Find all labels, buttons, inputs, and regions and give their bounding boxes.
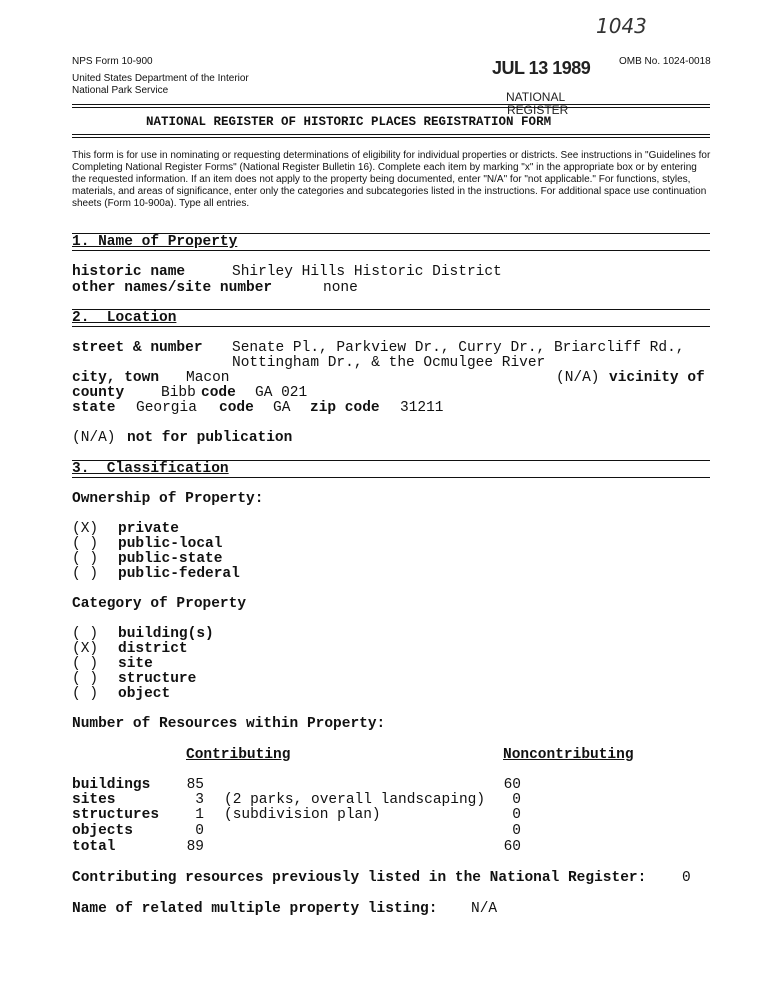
street-value-line1: Senate Pl., Parkview Dr., Curry Dr., Briarcliff Rd., [232, 340, 685, 356]
resource-noncontributing: 60 [503, 777, 521, 793]
category-option: structure [118, 671, 197, 687]
stamp-national: NATIONAL [506, 90, 566, 104]
city-value: Macon [186, 370, 230, 386]
category-label: Category of Property [72, 596, 247, 612]
county-value: Bibb [161, 385, 196, 401]
resource-contributing: 89 [186, 839, 204, 855]
category-option: district [118, 641, 188, 657]
category-mark: ( ) [72, 656, 99, 672]
previously-listed-value: 0 [682, 870, 691, 886]
street-label: street & number [72, 340, 203, 356]
service: National Park Service [72, 85, 169, 96]
title-rule-bottom-2 [72, 137, 710, 138]
nfp-mark: (N/A) [72, 430, 116, 446]
state-label: state [72, 400, 116, 416]
resource-contributing: 3 [195, 792, 204, 808]
resource-label: total [72, 839, 116, 855]
historic-name-label: historic name [72, 264, 186, 280]
section3-heading: 3. Classification [72, 461, 229, 477]
category-mark: ( ) [72, 626, 99, 642]
resource-noncontributing: 0 [512, 807, 521, 823]
street-value-line2: Nottingham Dr., & the Ocmulgee River [232, 355, 546, 371]
title-rule-top-2 [72, 107, 710, 108]
category-mark: ( ) [72, 671, 99, 687]
department: United States Department of the Interior [72, 73, 249, 84]
contributing-header: Contributing [186, 747, 291, 763]
form-number: NPS Form 10-900 [72, 56, 153, 67]
handwritten-number: 1043 [596, 14, 647, 38]
resource-noncontributing: 0 [512, 792, 521, 808]
resource-note: (subdivision plan) [224, 807, 381, 823]
county-code-label: code [201, 385, 236, 401]
state-code-value: GA [273, 400, 291, 416]
resource-noncontributing: 0 [512, 823, 521, 839]
resource-label: objects [72, 823, 133, 839]
resource-label: sites [72, 792, 116, 808]
category-option: site [118, 656, 153, 672]
ownership-mark: ( ) [72, 566, 99, 582]
ownership-option: public-federal [118, 566, 240, 582]
county-code-value: GA 021 [255, 385, 308, 401]
omb-number: OMB No. 1024-0018 [619, 56, 711, 67]
section3-rule-bottom [72, 477, 710, 478]
category-option: building(s) [118, 626, 214, 642]
category-option: object [118, 686, 171, 702]
state-code-label: code [219, 400, 254, 416]
resource-contributing: 85 [186, 777, 204, 793]
resource-contributing: 0 [195, 823, 204, 839]
ownership-option: public-local [118, 536, 223, 552]
resources-label: Number of Resources within Property: [72, 716, 386, 732]
ownership-label: Ownership of Property: [72, 491, 264, 507]
resource-noncontributing: 60 [503, 839, 521, 855]
title-rule-top [72, 104, 710, 105]
section1-rule-bottom [72, 250, 710, 251]
multiple-property-label: Name of related multiple property listing: [72, 901, 438, 917]
vicinity-mark: (N/A) [556, 370, 600, 386]
noncontributing-header: Noncontributing [503, 747, 634, 763]
multiple-property-value: N/A [471, 901, 498, 917]
zip-value: 31211 [400, 400, 444, 416]
resource-contributing: 1 [195, 807, 204, 823]
section2-heading: 2. Location [72, 310, 177, 326]
section1-heading: 1. Name of Property [72, 234, 238, 250]
ownership-mark: (X) [72, 521, 99, 537]
nfp-label: not for publication [127, 430, 293, 446]
resource-note: (2 parks, overall landscaping) [224, 792, 486, 808]
ownership-option: private [118, 521, 179, 537]
title-rule-bottom [72, 134, 710, 135]
category-mark: (X) [72, 641, 99, 657]
city-label: city, town [72, 370, 160, 386]
other-names-value: none [323, 280, 358, 296]
zip-label: zip code [310, 400, 380, 416]
ownership-option: public-state [118, 551, 223, 567]
resource-label: buildings [72, 777, 151, 793]
previously-listed-label: Contributing resources previously listed in the National Register: [72, 870, 647, 886]
county-label: county [72, 385, 125, 401]
historic-name-value: Shirley Hills Historic District [232, 264, 502, 280]
vicinity-label: vicinity of [609, 370, 705, 386]
ownership-mark: ( ) [72, 551, 99, 567]
section2-rule-bottom [72, 326, 710, 327]
state-value: Georgia [136, 400, 197, 416]
resource-label: structures [72, 807, 160, 823]
category-mark: ( ) [72, 686, 99, 702]
other-names-label: other names/site number [72, 280, 273, 296]
received-date-stamp: JUL 13 1989 [492, 58, 591, 78]
form-title: NATIONAL REGISTER OF HISTORIC PLACES REGISTRATION FORM [146, 115, 552, 129]
instructions-paragraph: This form is for use in nominating or requesting determinations of eligibility for individual properties or districts. See instructions in "Guidelines for Completing National Register Forms" (National Register Bulletin 16). Complete each item by marking "x" in the appropriate box or by entering the requested information. If an item does not apply to the property being documented, enter "N/A" for "not applicable." For functions, styles, materials, and areas of significance, enter only the categories and subcategories listed in the instructions. For additional space use continuation sheets (Form 10-900a). Type all entries. [72, 150, 711, 209]
ownership-mark: ( ) [72, 536, 99, 552]
stamp-register: REGISTER [507, 103, 569, 117]
